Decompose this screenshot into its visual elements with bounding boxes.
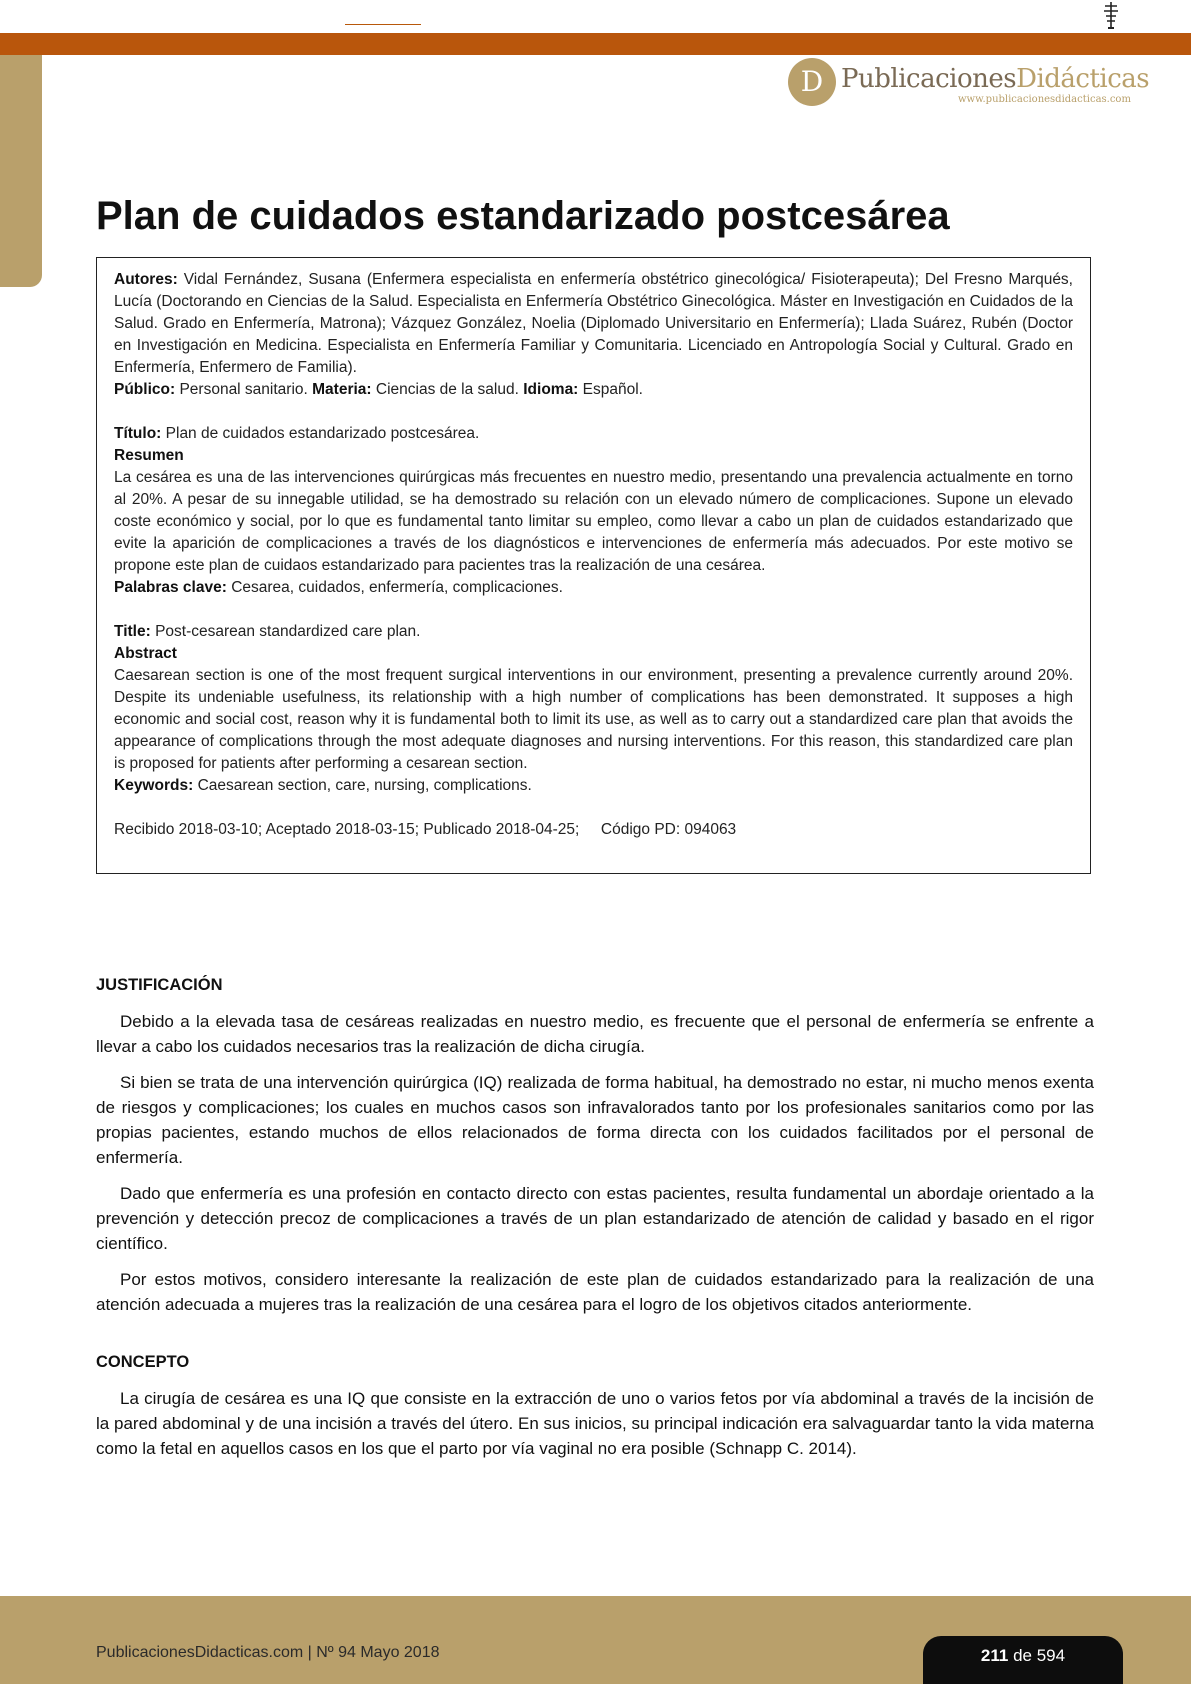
- resumen-text: La cesárea es una de las intervenciones quirúrgicas más frecuentes en nuestro medio, presentando una prevalencia actualmente en torno al 20%. A pesar de su innegable utilidad, se ha demostrado su relación con un elevado número de complicaciones. Supone un elevado coste económico y social, por lo que es fundamental tanto limitar su empleo, como llevar a cabo un plan de cuidados estandarizado que evite la aparición de complicaciones a través de los diagnósticos e intervenciones de enfermería más adecuados. Por este motivo se propone este plan de cuidaos estandarizado para pacientes tras la realización de una cesárea.: [114, 469, 1073, 574]
- concepto-section: [96, 1350, 1094, 1472]
- metadata-line: [114, 379, 1073, 401]
- spanish-title-label: Título:: [114, 425, 162, 442]
- publication-dates: Recibido 2018-03-10; Aceptado 2018-03-15; Publicado 2018-04-25;: [114, 821, 580, 838]
- publication-dates-line: [114, 819, 1073, 841]
- spanish-title-text: Plan de cuidados estandarizado postcesárea.: [165, 425, 480, 442]
- spanish-keywords-line: [114, 577, 1073, 599]
- english-title-label: Title:: [114, 623, 151, 640]
- pd-code: Código PD: 094063: [600, 821, 737, 838]
- logo-word-1: Publicaciones: [841, 64, 1017, 94]
- abstract-label: Abstract: [114, 645, 177, 662]
- subject-text: Ciencias de la salud.: [375, 381, 519, 398]
- publisher-logo: [788, 56, 1150, 112]
- justificacion-paragraph-2: Si bien se trata de una intervención quirúrgica (IQ) realizada de forma habitual, ha demostrado no estar, ni mucho menos exenta de riesgos y complicaciones; los cuales en muchos casos son infravalorados tanto por los profesionales sanitarios como por las propias pacientes, estando muchos de ellos relacionados de forma directa con los cuidados facilitados por el personal de enfermería.: [96, 1073, 1094, 1167]
- abstract-text: Caesarean section is one of the most frequent surgical interventions in our environment, presenting a prevalence currently around 20%. Despite its undeniable usefulness, its relationship with a high number of complications has been demonstrated. It supposes a high economic and social cost, reason why it is fundamental both to limit its use, as well as to carry out a standardized care plan that avoids the appearance of complications through the most adequate diagnoses and nursing interventions. For this reason, this standardized care plan is proposed for patients after performing a cesarean section.: [114, 667, 1073, 772]
- abstract-heading: [114, 643, 1073, 665]
- language-text: Español.: [582, 381, 643, 398]
- authors-text: Vidal Fernández, Susana (Enfermera especialista en enfermería obstétrico ginecológica/ Fisioterapeuta); Del Fresno Marqués, Lucía (Doctorando en Ciencias de la Salud. Especialista en Enfermería Obstétrico Ginecológica. Máster en Investigación en Cuidados de la Salud. Grado en Enfermería, Matrona); Vázquez González, Noelia (Diplomado Universitario en Enfermería); Llada Suárez, Rubén (Doctor en Investigación en Medicina. Especialista en Enfermería Familiar y Comunitaria. Licenciado en Antropología Social y Cultural. Grado en Enfermería, Enfermero de Familia).: [114, 271, 1073, 376]
- authors-paragraph: [114, 269, 1073, 379]
- page-title: Plan de cuidados estandarizado postcesárea: [96, 194, 950, 238]
- english-keywords-line: [114, 775, 1073, 797]
- justificacion-heading: JUSTIFICACIÓN: [96, 976, 223, 994]
- footer-publication: PublicacionesDidacticas.com | Nº 94 Mayo 2018: [96, 1644, 440, 1661]
- header-orange-bar: [0, 33, 1191, 55]
- justificacion-paragraph-1: Debido a la elevada tasa de cesáreas realizadas en nuestro medio, es frecuente que el personal de enfermería se enfrente a llevar a cabo los cuidados necesarios tras la realización de dicha cirugía.: [96, 1012, 1094, 1056]
- page-number-badge: [923, 1636, 1123, 1684]
- logo-emblem-icon: [788, 58, 836, 106]
- audience-label: Público:: [114, 381, 176, 398]
- article-summary-box: [96, 257, 1091, 874]
- spanish-keywords-text: Cesarea, cuidados, enfermería, complicaciones.: [231, 579, 563, 596]
- subject-label: Materia:: [312, 381, 372, 398]
- audience-text: Personal sanitario.: [179, 381, 308, 398]
- page-total: 594: [1036, 1646, 1066, 1665]
- logo-wordmark: [841, 64, 1149, 94]
- language-label: Idioma:: [523, 381, 579, 398]
- page-current: 211: [980, 1646, 1009, 1665]
- concepto-heading: CONCEPTO: [96, 1353, 190, 1371]
- resumen-heading: [114, 445, 1073, 467]
- logo-word-2: Didácticas: [1016, 64, 1150, 94]
- spanish-keywords-label: Palabras clave:: [114, 579, 227, 596]
- side-tab: [0, 55, 42, 287]
- logo-monogram: D: [800, 65, 824, 98]
- justificacion-paragraph-4: Por estos motivos, considero interesante la realización de este plan de cuidados estandarizado para la realización de una atención adecuada a mujeres tras la realización de una cesárea para el logro de los objetivos citados anteriormente.: [96, 1270, 1094, 1314]
- page-of: de: [1013, 1646, 1032, 1665]
- english-title-text: Post-cesarean standardized care plan.: [155, 623, 421, 640]
- concepto-paragraph-1: La cirugía de cesárea es una IQ que consiste en la extracción de uno o varios fetos por vía abdominal a través de la incisión de la pared abdominal y de una incisión a través del útero. En sus inicios, su principal indicación era salvaguardar tanto la vida materna como la fetal en aquellos casos en los que el parto por vía vaginal no era posible (Schnapp C. 2014).: [96, 1389, 1094, 1458]
- spanish-title-line: [114, 423, 1073, 445]
- logo-url: www.publicacionesdidacticas.com: [958, 94, 1131, 105]
- english-keywords-label: Keywords:: [114, 777, 194, 794]
- top-accent-line: [345, 24, 421, 25]
- tree-icon: [1100, 0, 1122, 30]
- authors-label: Autores:: [114, 271, 178, 288]
- justificacion-section: [96, 973, 1094, 1328]
- resumen-label: Resumen: [114, 447, 184, 464]
- english-title-line: [114, 621, 1073, 643]
- justificacion-paragraph-3: Dado que enfermería es una profesión en contacto directo con estas pacientes, resulta fundamental un abordaje orientado a la prevención y detección precoz de complicaciones a través de un plan estandarizado de atención de calidad y basado en el rigor científico.: [96, 1184, 1094, 1253]
- english-keywords-text: Caesarean section, care, nursing, complications.: [197, 777, 532, 794]
